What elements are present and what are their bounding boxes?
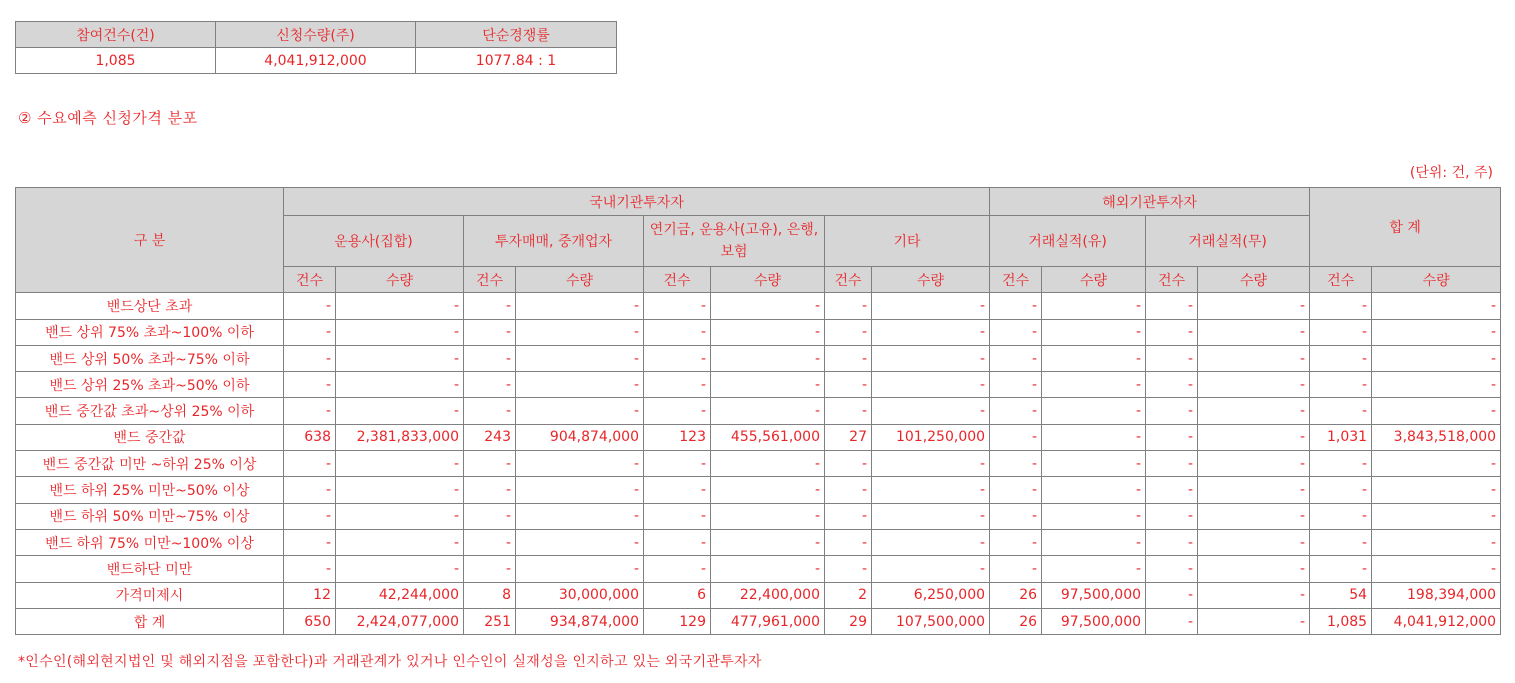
- count-cell: -: [464, 451, 516, 477]
- quantity-cell: -: [336, 372, 464, 398]
- count-cell: -: [1146, 451, 1198, 477]
- quantity-cell: -: [872, 372, 990, 398]
- quantity-cell: -: [1372, 398, 1501, 424]
- count-cell: -: [644, 529, 711, 555]
- count-cell: -: [284, 398, 336, 424]
- count-cell: -: [1146, 372, 1198, 398]
- quantity-cell: -: [516, 477, 644, 503]
- count-cell: -: [1310, 503, 1372, 529]
- group-header-without-record: 거래실적(무): [1146, 216, 1310, 267]
- quantity-cell: -: [1372, 451, 1501, 477]
- table-row: [16, 424, 1501, 450]
- quantity-cell: -: [1372, 345, 1501, 371]
- count-cell: -: [464, 319, 516, 345]
- row-label: 밴드 상위 25% 초과~50% 이하: [16, 372, 284, 398]
- quantity-cell: -: [872, 477, 990, 503]
- count-cell: 27: [825, 424, 872, 450]
- count-cell: -: [644, 556, 711, 582]
- quantity-cell: -: [872, 451, 990, 477]
- quantity-cell: -: [1042, 293, 1146, 319]
- count-cell: -: [464, 293, 516, 319]
- count-cell: -: [990, 345, 1042, 371]
- total-header: 합 계: [1310, 188, 1501, 267]
- count-cell: -: [990, 372, 1042, 398]
- quantity-cell: 477,961,000: [711, 608, 825, 634]
- count-cell: -: [644, 451, 711, 477]
- count-cell: -: [990, 319, 1042, 345]
- quantity-cell: -: [1042, 398, 1146, 424]
- quantity-cell: -: [516, 319, 644, 345]
- quantity-cell: -: [1198, 529, 1310, 555]
- count-cell: -: [1310, 556, 1372, 582]
- quantity-cell: 107,500,000: [872, 608, 990, 634]
- count-cell: -: [990, 477, 1042, 503]
- group-header-broker: 투자매매, 중개업자: [464, 216, 644, 267]
- quantity-cell: 934,874,000: [516, 608, 644, 634]
- count-cell: -: [284, 529, 336, 555]
- summary-value-ratio: 1077.84 : 1: [416, 48, 617, 74]
- group-header-asset-manager: 운용사(집합): [284, 216, 464, 267]
- count-cell: -: [1310, 372, 1372, 398]
- row-label: 밴드 상위 75% 초과~100% 이하: [16, 319, 284, 345]
- table-row: [16, 372, 1501, 398]
- table-row: [16, 345, 1501, 371]
- summary-value-quantity: 4,041,912,000: [216, 48, 416, 74]
- quantity-cell: 30,000,000: [516, 582, 644, 608]
- quantity-cell: -: [1198, 451, 1310, 477]
- quantity-cell: 904,874,000: [516, 424, 644, 450]
- quantity-cell: -: [336, 293, 464, 319]
- count-cell: -: [644, 293, 711, 319]
- count-cell: -: [284, 345, 336, 371]
- count-cell: -: [1146, 293, 1198, 319]
- count-cell: -: [284, 556, 336, 582]
- count-cell: -: [464, 529, 516, 555]
- row-label: 합 계: [16, 608, 284, 634]
- quantity-cell: -: [711, 372, 825, 398]
- quantity-cell: -: [711, 345, 825, 371]
- count-subheader: 건수: [464, 267, 516, 293]
- row-label: 밴드 하위 25% 미만~50% 이상: [16, 477, 284, 503]
- count-cell: -: [284, 293, 336, 319]
- count-cell: 2: [825, 582, 872, 608]
- section-title: ② 수요예측 신청가격 분포: [18, 109, 198, 127]
- count-cell: -: [464, 503, 516, 529]
- count-cell: -: [644, 319, 711, 345]
- quantity-cell: -: [872, 345, 990, 371]
- count-cell: -: [1146, 582, 1198, 608]
- table-row: [16, 582, 1501, 608]
- count-cell: -: [1146, 319, 1198, 345]
- count-cell: -: [1310, 529, 1372, 555]
- summary-header-quantity: 신청수량(주): [216, 22, 416, 48]
- row-label: 밴드 상위 50% 초과~75% 이하: [16, 345, 284, 371]
- count-cell: 129: [644, 608, 711, 634]
- row-label: 밴드 중간값 초과~상위 25% 이하: [16, 398, 284, 424]
- count-cell: 8: [464, 582, 516, 608]
- quantity-cell: -: [1042, 372, 1146, 398]
- quantity-cell: -: [1372, 556, 1501, 582]
- count-cell: -: [1146, 398, 1198, 424]
- count-cell: -: [644, 372, 711, 398]
- quantity-cell: 42,244,000: [336, 582, 464, 608]
- quantity-cell: -: [1042, 451, 1146, 477]
- quantity-cell: -: [516, 503, 644, 529]
- count-subheader: 건수: [644, 267, 711, 293]
- count-cell: 29: [825, 608, 872, 634]
- table-row: [16, 319, 1501, 345]
- quantity-cell: -: [1372, 319, 1501, 345]
- quantity-cell: -: [711, 293, 825, 319]
- table-row: [16, 503, 1501, 529]
- quantity-cell: -: [1042, 477, 1146, 503]
- table-row: [16, 293, 1501, 319]
- quantity-cell: -: [1372, 372, 1501, 398]
- price-distribution-table: [15, 187, 1501, 635]
- quantity-cell: -: [872, 319, 990, 345]
- count-cell: -: [825, 556, 872, 582]
- quantity-cell: -: [336, 319, 464, 345]
- row-label: 밴드 하위 50% 미만~75% 이상: [16, 503, 284, 529]
- count-cell: -: [1310, 451, 1372, 477]
- quantity-cell: -: [1198, 582, 1310, 608]
- quantity-cell: -: [516, 556, 644, 582]
- count-cell: -: [825, 319, 872, 345]
- domestic-investor-header: 국내기관투자자: [284, 188, 990, 216]
- row-label: 가격미제시: [16, 582, 284, 608]
- count-cell: -: [464, 477, 516, 503]
- count-cell: -: [464, 398, 516, 424]
- quantity-cell: -: [872, 556, 990, 582]
- count-cell: -: [284, 372, 336, 398]
- quantity-cell: -: [711, 529, 825, 555]
- count-cell: 123: [644, 424, 711, 450]
- quantity-cell: -: [336, 398, 464, 424]
- count-cell: -: [990, 293, 1042, 319]
- count-cell: -: [825, 529, 872, 555]
- quantity-cell: 3,843,518,000: [1372, 424, 1501, 450]
- quantity-cell: -: [1198, 503, 1310, 529]
- count-cell: -: [990, 451, 1042, 477]
- quantity-cell: -: [1042, 529, 1146, 555]
- count-cell: -: [1310, 477, 1372, 503]
- count-cell: -: [644, 503, 711, 529]
- count-cell: -: [990, 529, 1042, 555]
- count-cell: -: [1310, 398, 1372, 424]
- count-cell: 1,031: [1310, 424, 1372, 450]
- table-row: [16, 477, 1501, 503]
- count-cell: -: [990, 398, 1042, 424]
- quantity-cell: 97,500,000: [1042, 582, 1146, 608]
- count-cell: -: [825, 451, 872, 477]
- quantity-cell: -: [711, 477, 825, 503]
- quantity-cell: -: [872, 503, 990, 529]
- footnote: *인수인(해외현지법인 및 해외지점을 포함한다)과 거래관계가 있거나 인수인이 실재성을 인지하고 있는 외국기관투자자: [18, 654, 762, 670]
- quantity-cell: -: [336, 529, 464, 555]
- foreign-investor-header: 해외기관투자자: [990, 188, 1310, 216]
- count-cell: -: [825, 372, 872, 398]
- quantity-cell: -: [1198, 345, 1310, 371]
- quantity-cell: -: [711, 556, 825, 582]
- quantity-cell: -: [872, 293, 990, 319]
- quantity-cell: -: [1042, 319, 1146, 345]
- count-cell: -: [464, 372, 516, 398]
- quantity-cell: -: [516, 529, 644, 555]
- quantity-subheader: 수량: [1372, 267, 1501, 293]
- quantity-cell: -: [711, 398, 825, 424]
- count-cell: -: [1146, 477, 1198, 503]
- quantity-cell: 6,250,000: [872, 582, 990, 608]
- quantity-cell: -: [872, 398, 990, 424]
- count-cell: -: [464, 556, 516, 582]
- quantity-cell: -: [1042, 424, 1146, 450]
- count-cell: 12: [284, 582, 336, 608]
- count-cell: -: [825, 503, 872, 529]
- quantity-cell: -: [1372, 529, 1501, 555]
- count-subheader: 건수: [284, 267, 336, 293]
- count-cell: -: [284, 503, 336, 529]
- quantity-cell: -: [1198, 424, 1310, 450]
- count-cell: -: [825, 398, 872, 424]
- quantity-cell: -: [711, 503, 825, 529]
- quantity-cell: -: [1198, 556, 1310, 582]
- quantity-cell: -: [516, 345, 644, 371]
- quantity-cell: -: [336, 451, 464, 477]
- count-cell: -: [644, 345, 711, 371]
- quantity-cell: -: [336, 556, 464, 582]
- quantity-cell: -: [1372, 503, 1501, 529]
- count-cell: -: [644, 398, 711, 424]
- table-row: [16, 451, 1501, 477]
- quantity-cell: -: [1198, 319, 1310, 345]
- group-header-pension-bank-insurance: 연기금, 운용사(고유), 은행, 보험: [644, 216, 825, 267]
- row-label: 밴드 중간값: [16, 424, 284, 450]
- table-row: [16, 398, 1501, 424]
- quantity-cell: -: [336, 503, 464, 529]
- table-row: [16, 608, 1501, 634]
- count-cell: -: [1146, 503, 1198, 529]
- quantity-cell: 22,400,000: [711, 582, 825, 608]
- quantity-cell: 2,381,833,000: [336, 424, 464, 450]
- count-cell: -: [644, 477, 711, 503]
- count-subheader: 건수: [825, 267, 872, 293]
- quantity-cell: 101,250,000: [872, 424, 990, 450]
- count-cell: -: [990, 556, 1042, 582]
- summary-table: [15, 21, 617, 74]
- quantity-cell: -: [1042, 345, 1146, 371]
- count-cell: -: [1310, 293, 1372, 319]
- quantity-cell: 4,041,912,000: [1372, 608, 1501, 634]
- count-cell: 251: [464, 608, 516, 634]
- unit-note: (단위: 건, 주): [1409, 165, 1493, 181]
- count-subheader: 건수: [1146, 267, 1198, 293]
- count-cell: -: [1146, 556, 1198, 582]
- row-label: 밴드 하위 75% 미만~100% 이상: [16, 529, 284, 555]
- row-label: 밴드상단 초과: [16, 293, 284, 319]
- quantity-subheader: 수량: [336, 267, 464, 293]
- count-cell: -: [1310, 345, 1372, 371]
- quantity-cell: 97,500,000: [1042, 608, 1146, 634]
- quantity-subheader: 수량: [516, 267, 644, 293]
- quantity-subheader: 수량: [1042, 267, 1146, 293]
- count-cell: -: [825, 345, 872, 371]
- quantity-cell: 455,561,000: [711, 424, 825, 450]
- count-cell: -: [464, 345, 516, 371]
- count-cell: 26: [990, 582, 1042, 608]
- quantity-subheader: 수량: [872, 267, 990, 293]
- quantity-cell: -: [336, 345, 464, 371]
- summary-value-participants: 1,085: [16, 48, 216, 74]
- quantity-subheader: 수량: [1198, 267, 1310, 293]
- count-cell: -: [284, 451, 336, 477]
- count-cell: 1,085: [1310, 608, 1372, 634]
- count-cell: -: [990, 503, 1042, 529]
- quantity-cell: -: [1198, 293, 1310, 319]
- table-row: [16, 556, 1501, 582]
- quantity-cell: -: [336, 477, 464, 503]
- quantity-cell: -: [516, 451, 644, 477]
- count-cell: -: [1310, 319, 1372, 345]
- summary-header-ratio: 단순경쟁률: [416, 22, 617, 48]
- count-cell: -: [284, 319, 336, 345]
- count-cell: 243: [464, 424, 516, 450]
- quantity-cell: -: [1198, 398, 1310, 424]
- quantity-cell: -: [516, 398, 644, 424]
- count-cell: -: [825, 477, 872, 503]
- count-cell: 54: [1310, 582, 1372, 608]
- count-cell: -: [1146, 424, 1198, 450]
- row-label: 밴드 중간값 미만 ~하위 25% 이상: [16, 451, 284, 477]
- quantity-cell: -: [516, 293, 644, 319]
- group-header-with-record: 거래실적(유): [990, 216, 1146, 267]
- quantity-cell: -: [711, 451, 825, 477]
- quantity-cell: -: [872, 529, 990, 555]
- group-header-other: 기타: [825, 216, 990, 267]
- count-cell: -: [990, 424, 1042, 450]
- count-cell: 638: [284, 424, 336, 450]
- quantity-cell: 198,394,000: [1372, 582, 1501, 608]
- row-label: 밴드하단 미만: [16, 556, 284, 582]
- quantity-cell: -: [1042, 503, 1146, 529]
- count-cell: -: [1146, 529, 1198, 555]
- count-cell: 650: [284, 608, 336, 634]
- table-row: [16, 529, 1501, 555]
- count-cell: -: [1146, 345, 1198, 371]
- count-subheader: 건수: [1310, 267, 1372, 293]
- category-header: 구 분: [16, 188, 284, 293]
- count-cell: -: [825, 293, 872, 319]
- quantity-cell: -: [1372, 477, 1501, 503]
- count-cell: -: [284, 477, 336, 503]
- quantity-cell: 2,424,077,000: [336, 608, 464, 634]
- count-cell: -: [1146, 608, 1198, 634]
- summary-header-participants: 참여건수(건): [16, 22, 216, 48]
- quantity-cell: -: [1198, 608, 1310, 634]
- quantity-cell: -: [1042, 556, 1146, 582]
- count-cell: 26: [990, 608, 1042, 634]
- quantity-cell: -: [1198, 372, 1310, 398]
- quantity-cell: -: [516, 372, 644, 398]
- count-subheader: 건수: [990, 267, 1042, 293]
- quantity-cell: -: [1372, 293, 1501, 319]
- count-cell: 6: [644, 582, 711, 608]
- quantity-cell: -: [711, 319, 825, 345]
- quantity-subheader: 수량: [711, 267, 825, 293]
- quantity-cell: -: [1198, 477, 1310, 503]
